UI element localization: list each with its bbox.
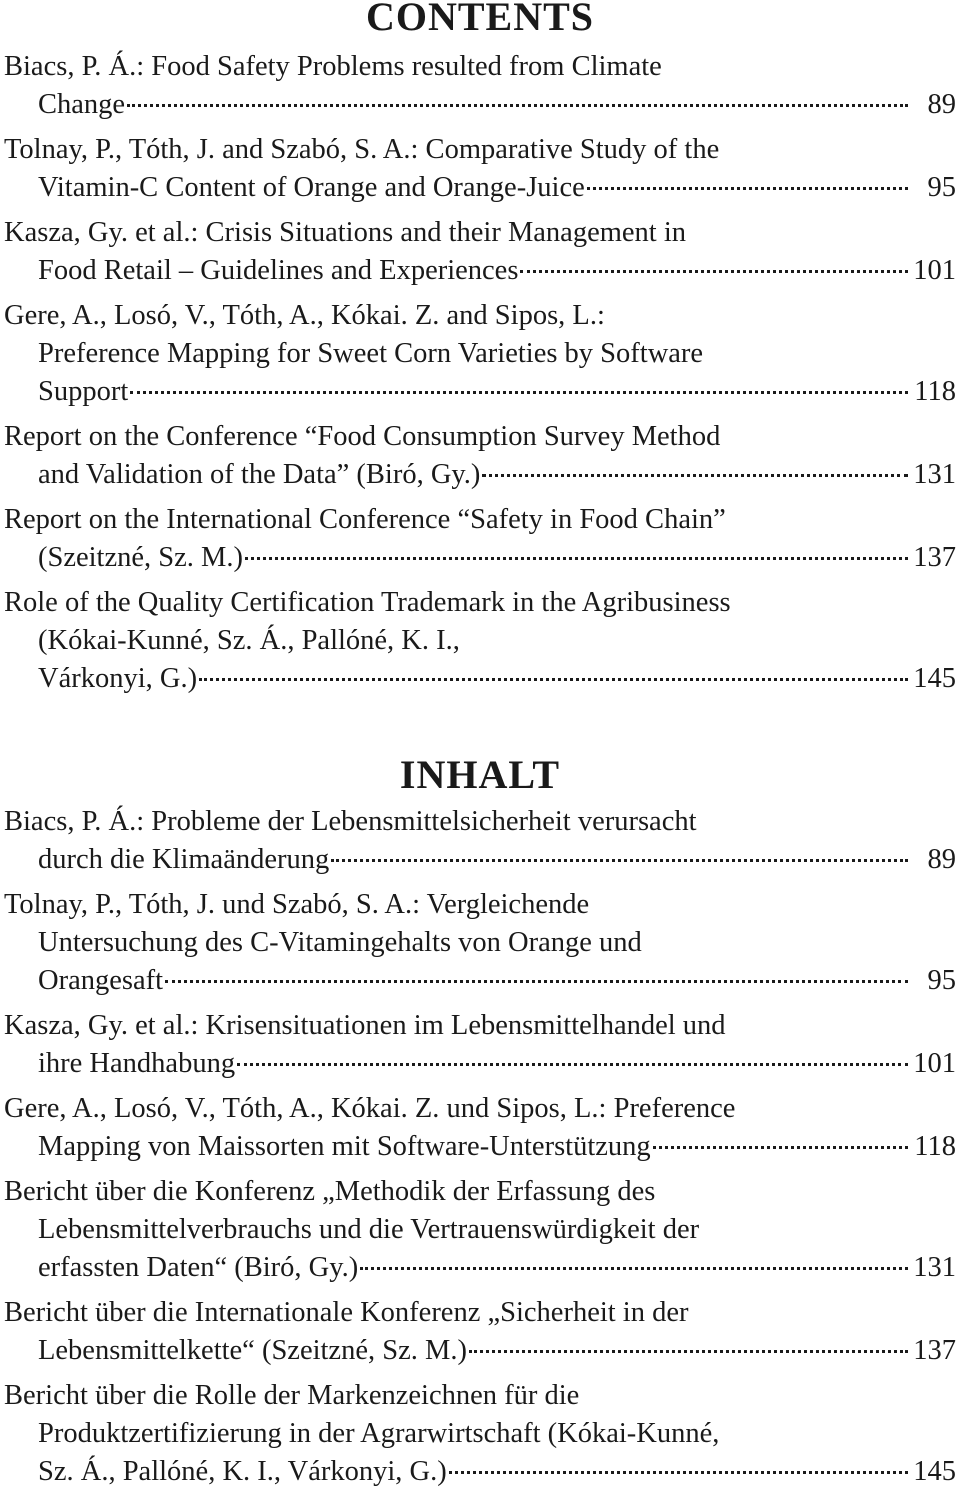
- toc-entry-line: Biacs, P. Á.: Food Safety Problems resulted from Climate: [4, 51, 662, 82]
- toc-entry-line: Lebensmittelverbrauchs und die Vertrauenswürdigkeit der: [38, 1214, 700, 1245]
- toc-entry-title-end: Vitamin-C Content of Orange and Orange-Juice: [38, 172, 585, 203]
- toc-entry-title-end: Várkonyi, G.): [38, 663, 198, 694]
- dot-leader: [165, 979, 908, 983]
- page-number: 145: [913, 663, 956, 694]
- toc-entry: [4, 886, 956, 1000]
- dot-leader: [199, 677, 908, 681]
- toc-entry-line: Kasza, Gy. et al.: Krisensituationen im Lebensmittelhandel und: [4, 1010, 726, 1041]
- dot-leader: [482, 473, 908, 477]
- contents-heading: CONTENTS: [365, 0, 595, 39]
- dot-leader: [653, 1145, 908, 1149]
- dot-leader: [245, 556, 908, 560]
- toc-entry-line: Gere, A., Losó, V., Tóth, A., Kókai. Z. und Sipos, L.: Preference: [4, 1093, 736, 1124]
- toc-entry-last-line: [4, 841, 956, 879]
- toc-entry: [4, 803, 956, 879]
- dot-leader: [331, 858, 908, 862]
- toc-entry: [4, 1090, 956, 1166]
- toc-entry: [4, 1377, 956, 1491]
- toc-entry-last-line: [4, 169, 956, 207]
- toc-entry-last-line: [4, 962, 956, 1000]
- dot-leader: [127, 103, 908, 107]
- toc-entry: [4, 584, 956, 698]
- page-number: 131: [913, 459, 956, 490]
- toc-entry: [4, 418, 956, 494]
- toc-entry-line: Report on the International Conference “Safety in Food Chain”: [4, 504, 726, 535]
- page-number: 131: [913, 1252, 956, 1283]
- toc-entry-line: Role of the Quality Certification Trademark in the Agribusiness: [4, 587, 731, 618]
- toc-entry-line: Bericht über die Konferenz „Methodik der Erfassung des: [4, 1176, 656, 1207]
- toc-entry: [4, 1294, 956, 1370]
- page-number: 118: [914, 1131, 956, 1162]
- toc-entry-line: Bericht über die Rolle der Markenzeichnen für die: [4, 1380, 580, 1411]
- toc-entry-title-end: Orangesaft: [38, 965, 164, 996]
- toc-entry-last-line: [4, 660, 956, 698]
- toc-entry-last-line: [4, 1045, 956, 1083]
- dot-leader: [449, 1470, 908, 1474]
- toc-entry-last-line: [4, 1128, 956, 1166]
- toc-entry-last-line: [4, 1249, 956, 1287]
- page-number: 95: [927, 172, 956, 203]
- toc-entry-title-end: (Szeitzné, Sz. M.): [38, 542, 243, 573]
- toc-entry-line: Kasza, Gy. et al.: Crisis Situations and their Management in: [4, 217, 687, 248]
- toc-entry-title-end: durch die Klimaänderung: [38, 844, 330, 875]
- toc-entry-line: Tolnay, P., Tóth, J. and Szabó, S. A.: Comparative Study of the: [4, 134, 720, 165]
- toc-entry-line: Bericht über die Internationale Konferenz „Sicherheit in der: [4, 1297, 689, 1328]
- toc-entry: [4, 131, 956, 207]
- toc-entry: [4, 1173, 956, 1287]
- toc-entry-title-end: and Validation of the Data” (Biró, Gy.): [38, 459, 481, 490]
- page-number: 101: [913, 1048, 956, 1079]
- dot-leader: [469, 1349, 908, 1353]
- dot-leader: [237, 1062, 908, 1066]
- toc-entry: [4, 1007, 956, 1083]
- toc-entry: [4, 297, 956, 411]
- toc-entry-last-line: [4, 539, 956, 577]
- toc-entry-last-line: [4, 456, 956, 494]
- toc-entry-last-line: [4, 1332, 956, 1370]
- toc-entry-title-end: Sz. Á., Pallóné, K. I., Várkonyi, G.): [38, 1456, 447, 1487]
- page-number: 89: [927, 89, 956, 120]
- dot-leader: [130, 390, 908, 394]
- dot-leader: [360, 1266, 908, 1270]
- toc-entry-line: Preference Mapping for Sweet Corn Varieties by Software: [38, 338, 704, 369]
- toc-entry-title-end: erfassten Daten“ (Biró, Gy.): [38, 1252, 359, 1283]
- contents-list: [4, 48, 956, 698]
- toc-entry-title-end: Mapping von Maissorten mit Software-Unterstützung: [38, 1131, 651, 1162]
- page-number: 137: [913, 542, 956, 573]
- page-number: 137: [913, 1335, 956, 1366]
- toc-entry-last-line: [4, 252, 956, 290]
- toc-entry-line: Report on the Conference “Food Consumption Survey Method: [4, 421, 721, 452]
- toc-entry: [4, 48, 956, 124]
- toc-entry-line: Produktzertifizierung in der Agrarwirtschaft (Kókai-Kunné,: [38, 1418, 720, 1449]
- toc-entry-title-end: Food Retail – Guidelines and Experiences: [38, 255, 519, 286]
- inhalt-list: [4, 803, 956, 1491]
- toc-entry-line: Tolnay, P., Tóth, J. und Szabó, S. A.: Vergleichende: [4, 889, 590, 920]
- toc-entry-line: Biacs, P. Á.: Probleme der Lebensmittelsicherheit verursacht: [4, 806, 697, 837]
- page-number: 118: [914, 376, 956, 407]
- page-number: 101: [913, 255, 956, 286]
- inhalt-heading: INHALT: [399, 752, 561, 797]
- toc-entry-title-end: ihre Handhabung: [38, 1048, 236, 1079]
- dot-leader: [587, 186, 908, 190]
- page-number: 145: [913, 1456, 956, 1487]
- toc-entry: [4, 501, 956, 577]
- toc-entry-title-end: Lebensmittelkette“ (Szeitzné, Sz. M.): [38, 1335, 467, 1366]
- toc-entry-title-end: Change: [38, 89, 126, 120]
- toc-entry-line: Gere, A., Losó, V., Tóth, A., Kókai. Z. and Sipos, L.:: [4, 300, 605, 331]
- toc-entry-title-end: Support: [38, 376, 129, 407]
- page-number: 89: [927, 844, 956, 875]
- dot-leader: [520, 269, 908, 273]
- toc-entry-last-line: [4, 1453, 956, 1491]
- toc-entry-line: (Kókai-Kunné, Sz. Á., Pallóné, K. I.,: [38, 625, 460, 656]
- toc-entry-last-line: [4, 86, 956, 124]
- toc-entry: [4, 214, 956, 290]
- toc-entry-last-line: [4, 373, 956, 411]
- toc-entry-line: Untersuchung des C-Vitamingehalts von Orange und: [38, 927, 642, 958]
- page-number: 95: [927, 965, 956, 996]
